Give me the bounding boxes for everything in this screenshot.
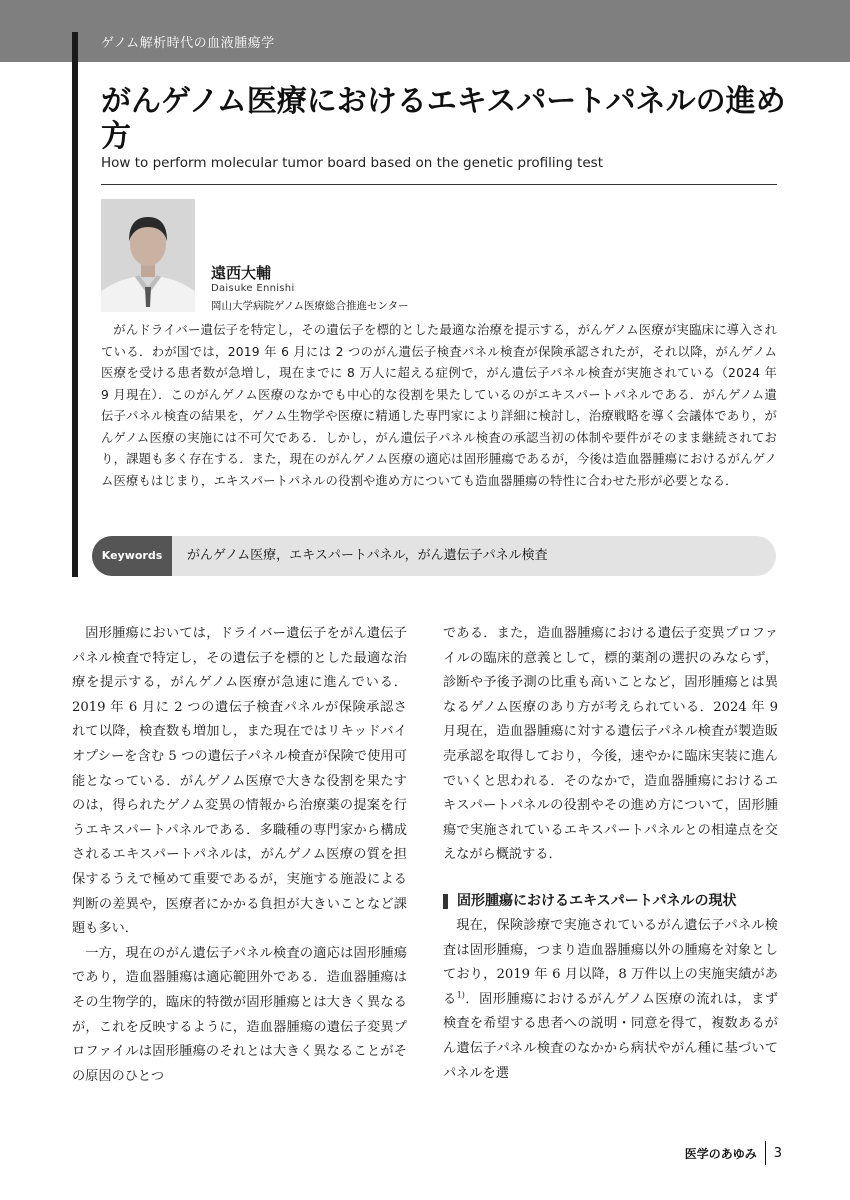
- title-divider: [101, 184, 777, 185]
- keywords-label: Keywords: [92, 536, 172, 576]
- author-romaji: Daisuke Ennishi: [211, 283, 295, 294]
- author-portrait-image: [101, 199, 195, 312]
- body-text: ．固形腫瘍におけるがんゲノム医療の流れは，まず検査を希望する患者への説明・同意を得て，複数あるがん遺伝子パネル検査のなかから病状やがん種に基づいてパネルを選: [443, 991, 779, 1081]
- side-rule: [72, 32, 78, 577]
- body-column-right: [443, 622, 778, 1086]
- article-title: がんゲノム医療におけるエキスパートパネルの進め方: [101, 84, 786, 154]
- author-affiliation: 岡山大学病院ゲノム医療総合推進センター: [211, 300, 409, 312]
- body-paragraph: [443, 914, 778, 1086]
- citation-ref[interactable]: 1): [456, 990, 465, 1000]
- article-subtitle: How to perform molecular tumor board based on the genetic profiling test: [101, 155, 603, 171]
- abstract: がんドライバー遺伝子を特定し，その遺伝子を標的とした最適な治療を提示する，がんゲノム医療が実臨床に導入されている．わが国では，2019 年 6 月には 2 つのがん遺伝子検査パネル検査が保険承認されたが，それ以降，がんゲノム医療を受ける患者数が急増し，現在までに 8 万人に超える症例で，がん遺伝子パネル検査が実施されている（2024 年 9 月現在）．このがんゲノム医療のなかでも中心的な役割を果たしているのがエキスパートパネルである．がんゲノム遺伝子パネル検査の結果を，ゲノム生物学や医療に精通した専門家により詳細に検討し，治療戦略を導く会議体であり，がんゲノム医療の実施には不可欠である．しかし，がん遺伝子パネル検査の承認当初の体制や要件がそのまま継続されており，課題も多く存在する．また，現在のがんゲノム医療の適応は固形腫瘍であるが，今後は造血器腫瘍におけるがんゲノム医療もはじまり，エキスパートパネルの役割や進め方についても造血器腫瘍の特性に合わせた形が必要となる．: [101, 323, 777, 488]
- body-paragraph: 固形腫瘍においては，ドライバー遺伝子をがん遺伝子パネル検査で特定し，その遺伝子を標的とした最適な治療を提示する，がんゲノム医療が急速に進んでいる．2019 年 6 月に 2 つの遺伝子検査パネルが保険承認されて以降，検査数も増加し，また現在ではリキッドバイオプシーを含む 5 つの遺伝子パネル検査が保険で使用可能となっている．がんゲノム医療で大きな役割を果たすのは，得られたゲノム変異の情報から治療薬の提案を行うエキスパートパネルである．多職種の専門家から構成されるエキスパートパネルは，がんゲノム医療の質を担保するうえで極めて重要であるが，実施する施設による判断の差異や，医療者にかかる負担が大きいことなど課題も多い．: [72, 626, 407, 937]
- page-number: 3: [773, 1145, 782, 1161]
- series-title: ゲノム解析時代の血液腫瘍学: [101, 36, 275, 51]
- body-paragraph: である．また，造血器腫瘍における遺伝子変異プロファイルの臨床的意義として，標的薬剤の選択のみならず，診断や予後予測の比重も高いことなど，固形腫瘍とは異なるゲノム医療のあり方が考えられている．2024 年 9 月現在，造血器腫瘍に対する遺伝子パネル検査が製造販売承認を取得しており，今後，速やかに臨床実装に進んでいくと思われる．そのなかで，造血器腫瘍におけるエキスパートパネルの役割やその進め方について，固形腫瘍で実施されているエキスパートパネルとの相違点を交えながら概説する．: [443, 626, 778, 863]
- body-column-left: [72, 622, 407, 1089]
- keywords-box: [92, 536, 776, 576]
- section-heading-text: 固形腫瘍におけるエキスパートパネルの現状: [457, 892, 737, 909]
- author-photo: [101, 199, 195, 312]
- body-text: 現在，保険診療で実施されているがん遺伝子パネル検査は固形腫瘍，つまり造血器腫瘍以外の腫瘍を対象としており，2019 年 6 月以降，8 万件以上の実施実績がある: [443, 917, 778, 1007]
- heading-marker: [443, 894, 448, 909]
- page-footer: [685, 1140, 782, 1166]
- author-name: 遠西大輔: [211, 264, 272, 282]
- section-heading: [443, 890, 778, 912]
- header-bar: [0, 0, 850, 62]
- journal-name: 医学のあゆみ: [684, 1146, 757, 1161]
- body-paragraph: 一方，現在のがん遺伝子パネル検査の適応は固形腫瘍であり，造血器腫瘍は適応範囲外である．造血器腫瘍はその生物学的，臨床的特徴が固形腫瘍とは大きく異なるが，これを反映するように，造血器腫瘍の遺伝子変異プロファイルは固形腫瘍のそれとは大きく異なることがその原因のひとつ: [72, 945, 407, 1084]
- keywords-text: がんゲノム医療，エキスパートパネル，がん遺伝子パネル検査: [187, 548, 548, 563]
